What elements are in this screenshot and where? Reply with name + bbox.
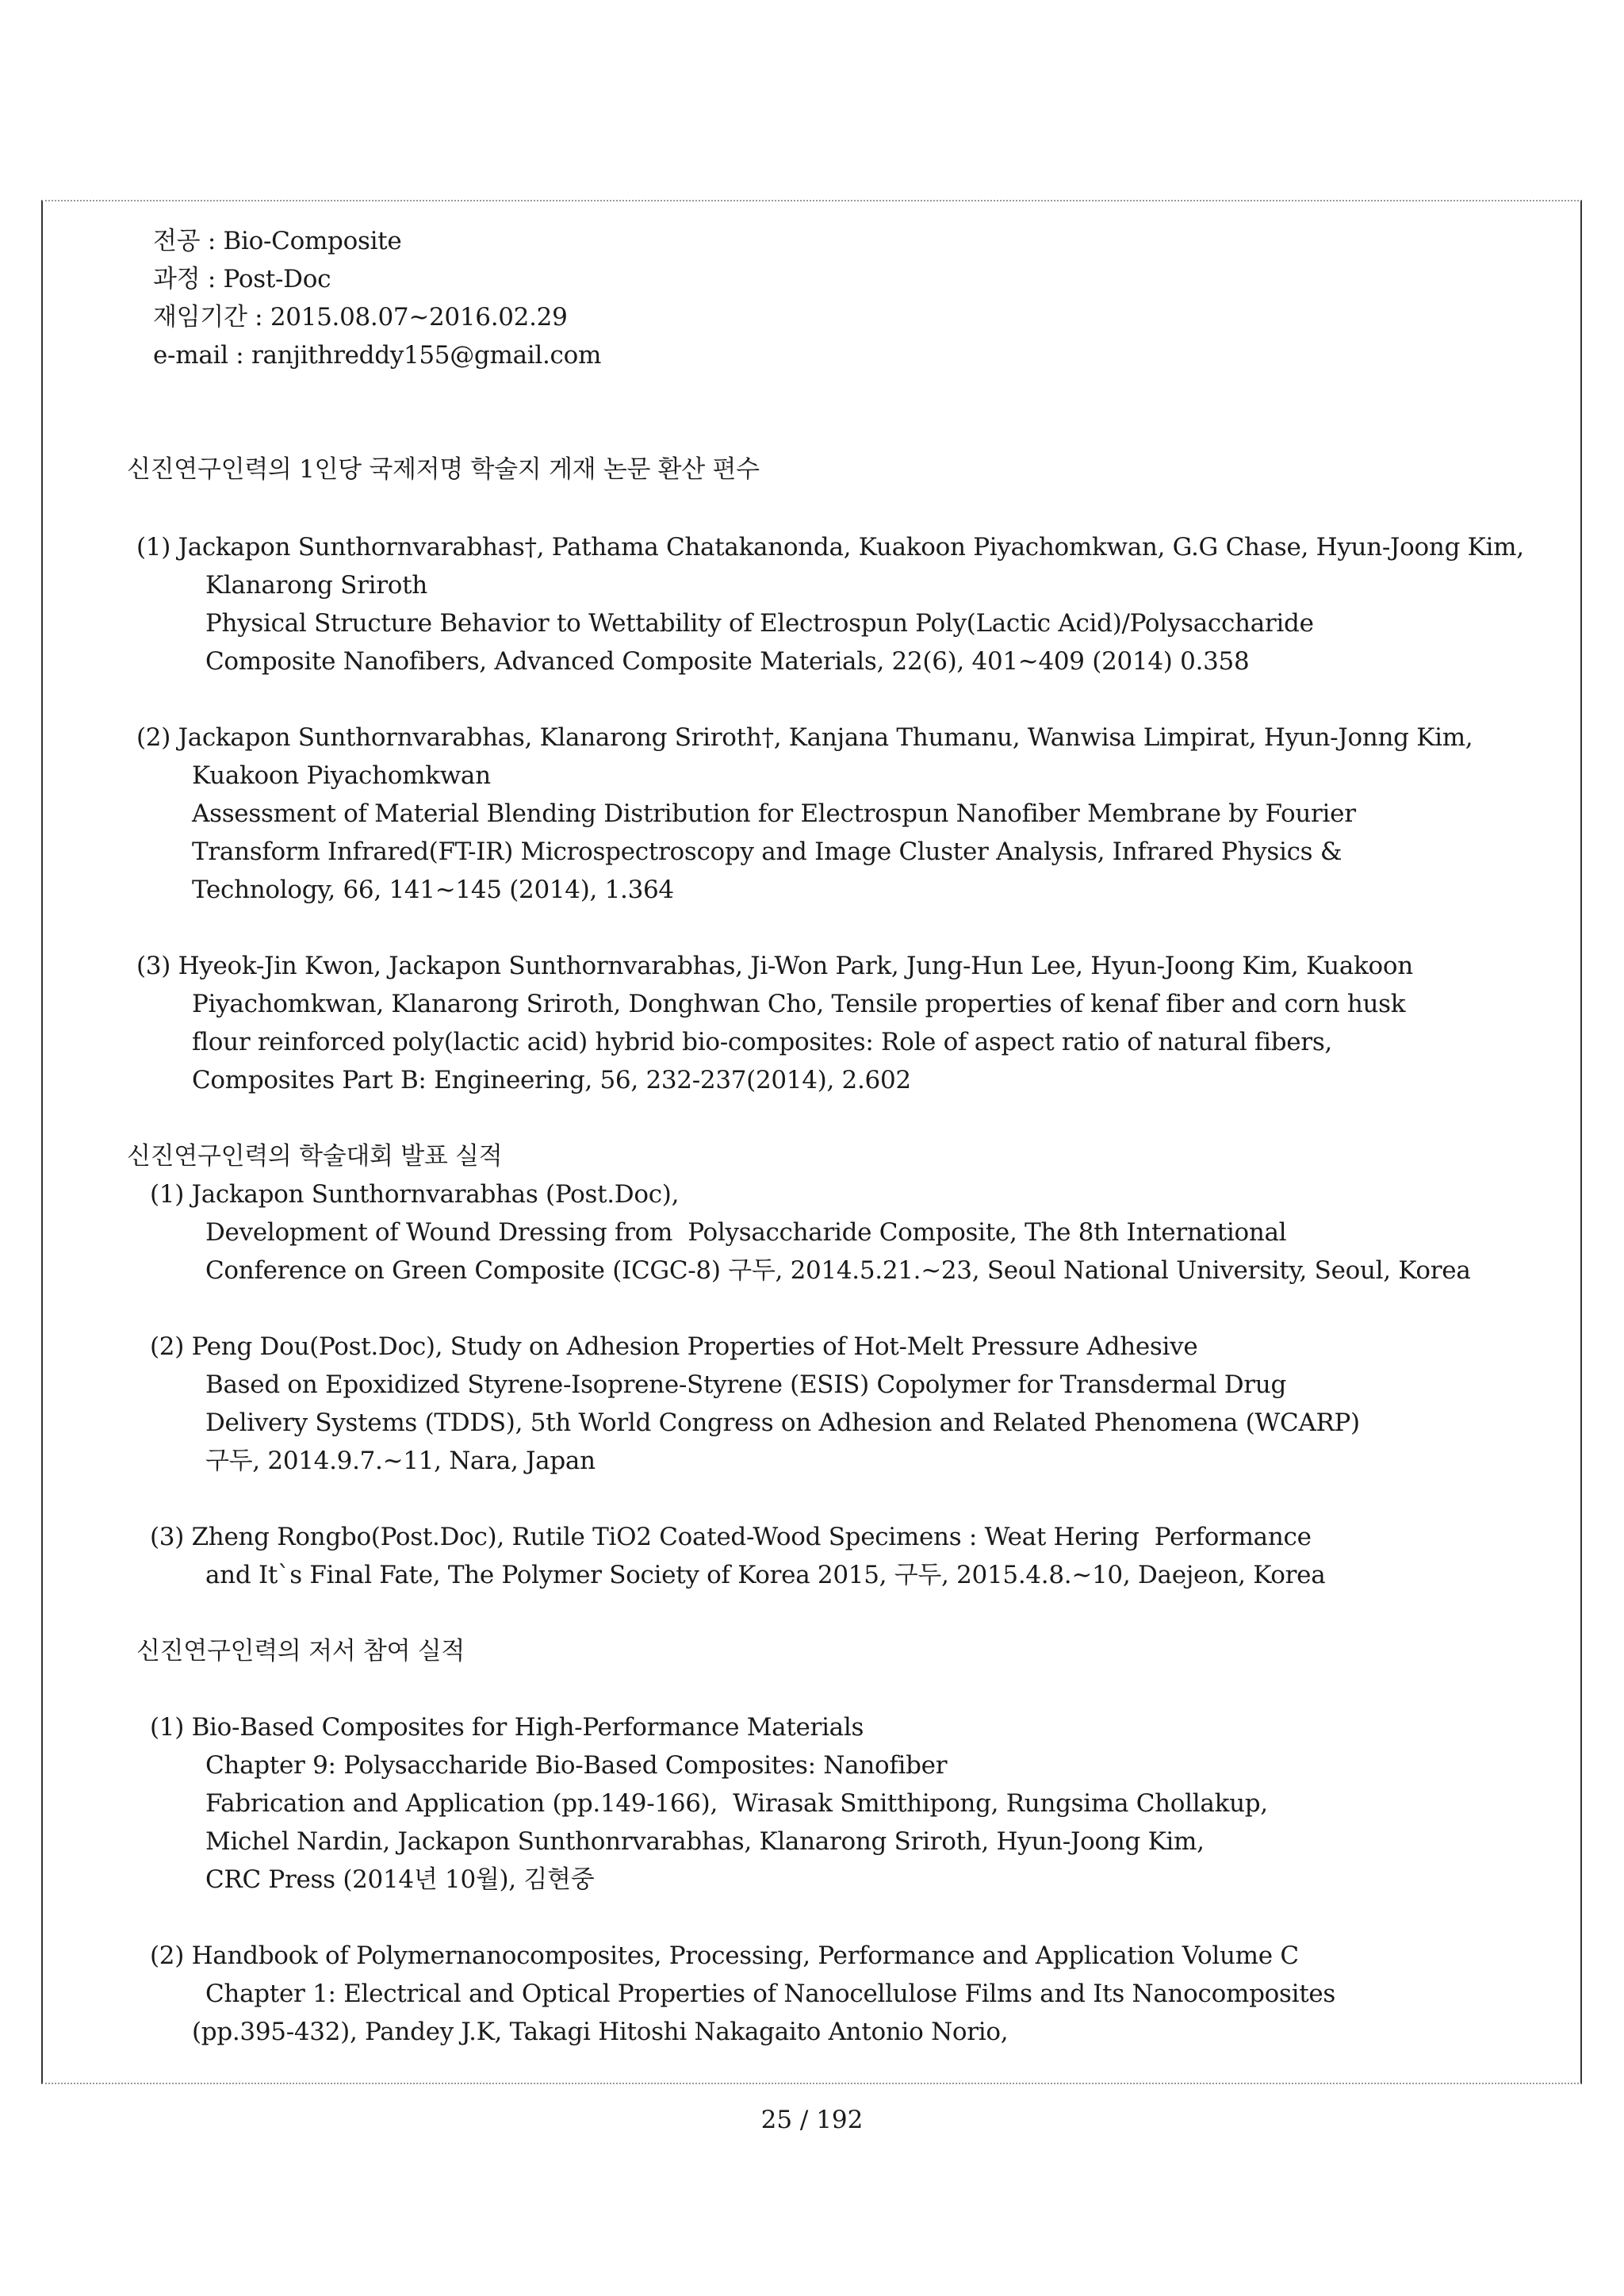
reference-line: Fabrication and Application (pp.149-166), Wirasak Smitthipong, Rungsima Chollakup, (205, 1789, 1268, 1818)
profile-period: 재임기간 : 2015.08.07~2016.02.29 (153, 303, 568, 332)
reference-line: Transform Infrared(FT-IR) Microspectroscopy and Image Cluster Analysis, Infrared Physics & (192, 838, 1342, 866)
section-title: 신진연구인력의 1인당 국제저명 학술지 게재 논문 환산 편수 (127, 455, 760, 484)
reference-line: Delivery Systems (TDDS), 5th World Congress on Adhesion and Related Phenomena (WCARP) (205, 1409, 1360, 1437)
reference-line: Development of Wound Dressing from Polysaccharide Composite, The 8th International (205, 1218, 1287, 1247)
reference-line: (2) Peng Dou(Post.Doc), Study on Adhesion Properties of Hot-Melt Pressure Adhesive (150, 1332, 1198, 1361)
reference-line: Klanarong Sriroth (205, 571, 427, 600)
reference-line: Kuakoon Piyachomkwan (192, 761, 491, 790)
reference-line: Piyachomkwan, Klanarong Sriroth, Donghwan Cho, Tensile properties of kenaf fiber and corn husk (192, 990, 1406, 1018)
reference-line: Based on Epoxidized Styrene-Isoprene-Styrene (ESIS) Copolymer for Transdermal Drug (205, 1370, 1286, 1399)
profile-course: 과정 : Post-Doc (153, 265, 331, 293)
reference-line: (2) Jackapon Sunthornvarabhas, Klanarong Sriroth†, Kanjana Thumanu, Wanwisa Limpirat, Hyun-Jonng Kim, (136, 723, 1473, 752)
reference-line: (pp.395-432), Pandey J.K, Takagi Hitoshi Nakagaito Antonio Norio, (192, 2018, 1009, 2046)
reference-line: Chapter 9: Polysaccharide Bio-Based Composites: Nanofiber (205, 1751, 948, 1780)
reference-line: Composites Part B: Engineering, 56, 232-237(2014), 2.602 (192, 1066, 911, 1094)
reference-line: Assessment of Material Blending Distribution for Electrospun Nanofiber Membrane by Fourier (192, 799, 1356, 828)
reference-line: Composite Nanofibers, Advanced Composite Materials, 22(6), 401~409 (2014) 0.358 (205, 647, 1250, 676)
reference-line: Technology, 66, 141~145 (2014), 1.364 (192, 876, 674, 904)
section-title: 신진연구인력의 저서 참여 실적 (136, 1637, 465, 1665)
reference-line: (2) Handbook of Polymernanocomposites, Processing, Performance and Application Volume C (150, 1941, 1299, 1970)
profile-major: 전공 : Bio-Composite (153, 227, 402, 255)
reference-line: Chapter 1: Electrical and Optical Properties of Nanocellulose Films and Its Nanocomposites (205, 1980, 1336, 2008)
reference-line: 구두, 2014.9.7.~11, Nara, Japan (205, 1447, 596, 1475)
reference-line: (1) Jackapon Sunthornvarabhas†, Pathama Chatakanonda, Kuakoon Piyachomkwan, G.G Chase, Hyun-Joong Kim, (136, 533, 1524, 562)
reference-line: CRC Press (2014년 10월), 김현중 (205, 1865, 595, 1894)
reference-line: (1) Jackapon Sunthornvarabhas (Post.Doc), (150, 1180, 680, 1209)
page-number: 25 / 192 (760, 2106, 864, 2134)
reference-line: (3) Hyeok-Jin Kwon, Jackapon Sunthornvarabhas, Ji-Won Park, Jung-Hun Lee, Hyun-Joong Kim, Kuakoon (136, 952, 1413, 980)
reference-line: Conference on Green Composite (ICGC-8) 구두, 2014.5.21.~23, Seoul National University, Seoul, Korea (205, 1256, 1471, 1285)
reference-line: and It`s Final Fate, The Polymer Society of Korea 2015, 구두, 2015.4.8.~10, Daejeon, Korea (205, 1561, 1326, 1589)
reference-line: (1) Bio-Based Composites for High-Performance Materials (150, 1713, 864, 1742)
section-title: 신진연구인력의 학술대회 발표 실적 (127, 1142, 503, 1171)
profile-email: e-mail : ranjithreddy155@gmail.com (153, 341, 602, 370)
reference-line: (3) Zheng Rongbo(Post.Doc), Rutile TiO2 Coated-Wood Specimens : Weat Hering Performance (150, 1523, 1312, 1551)
reference-line: Michel Nardin, Jackapon Sunthonrvarabhas, Klanarong Sriroth, Hyun-Joong Kim, (205, 1827, 1205, 1856)
reference-line: flour reinforced poly(lactic acid) hybrid bio-composites: Role of aspect ratio of natural fibers, (192, 1028, 1332, 1056)
reference-line: Physical Structure Behavior to Wettability of Electrospun Poly(Lactic Acid)/Polysaccharide (205, 609, 1314, 638)
